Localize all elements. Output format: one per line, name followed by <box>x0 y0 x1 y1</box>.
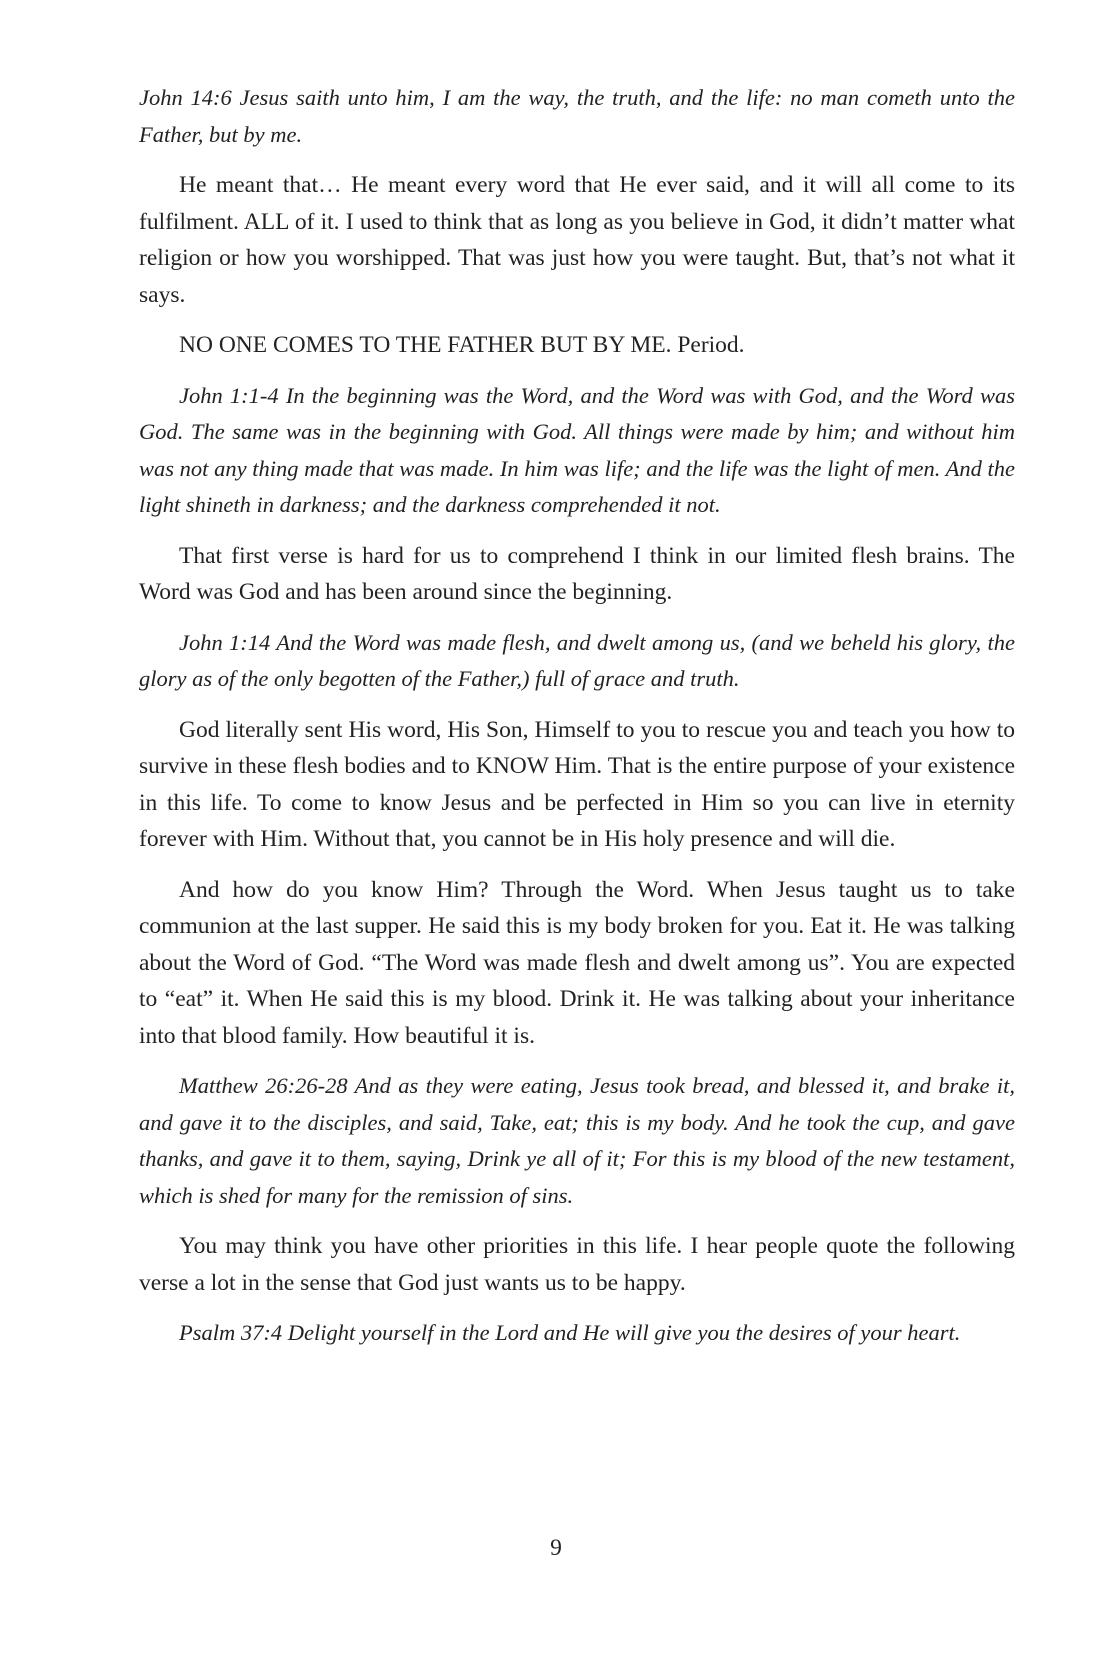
body-paragraph: And how do you know Him? Through the Word. When Jesus taught us to take communion at the last supper. He said this is my body broken for you. Eat it. He was talking about the Word of God. “The Word was made flesh and dwelt among us”. You are expected to “eat” it. When He said this is my blood. Drink it. He was talking about your inheritance into that blood family. How beautiful it is. <box>139 876 1015 1049</box>
body-paragraph: God literally sent His word, His Son, Himself to you to rescue you and teach you how to survive in these flesh bodies and to KNOW Him. That is the entire purpose of your existence in this life. To come to know Jesus and be perfected in Him so you can live in eternity forever with Him. Without that, you cannot be in His holy presence and will die. <box>139 716 1015 852</box>
body-paragraph: He meant that… He meant every word that He ever said, and it will all come to its fulfilment. ALL of it. I used to think that as long as you believe in God, it didn’t matter what religion or how you worshipped. That was just how you were taught. But, that’s not what it says. <box>139 172 1015 308</box>
scripture-quote-psalm-37-4: Psalm 37:4 Delight yourself in the Lord and He will give you the desires of your heart. <box>179 1320 961 1345</box>
body-paragraph: NO ONE COMES TO THE FATHER BUT BY ME. Period. <box>179 332 745 358</box>
scripture-quote-matthew-26-26-28: Matthew 26:26-28 And as they were eating, Jesus took bread, and blessed it, and brake it, and gave it to the disciples, and said, Take, eat; this is my body. And he took the cup, and gave thanks, and gave it to them, saying, Drink ye all of it; For this is my blood of the new testament, which is shed for many for the remission of sins. <box>139 1073 1015 1208</box>
page-number: 9 <box>550 1535 562 1561</box>
page-content <box>139 80 1015 1366</box>
scripture-quote-john-1-1-4: John 1:1-4 In the beginning was the Word, and the Word was with God, and the Word was God. The same was in the beginning with God. All things were made by him; and without him was not any thing made that was made. In him was life; and the life was the light of men. And the light shineth in darkness; and the darkness comprehended it not. <box>139 382 1015 517</box>
body-paragraph: That first verse is hard for us to comprehend I think in our limited flesh brains. The Word was God and has been around since the beginning. <box>139 542 1015 605</box>
scripture-quote-john-1-14: John 1:14 And the Word was made flesh, and dwelt among us, (and we beheld his glory, the glory as of the only begotten of the Father,) full of grace and truth. <box>139 629 1015 691</box>
body-paragraph: You may think you have other priorities in this life. I hear people quote the following verse a lot in the sense that God just wants us to be happy. <box>139 1233 1015 1296</box>
scripture-quote-john-14-6: John 14:6 Jesus saith unto him, I am the way, the truth, and the life: no man cometh unto the Father, but by me. <box>139 85 1015 147</box>
